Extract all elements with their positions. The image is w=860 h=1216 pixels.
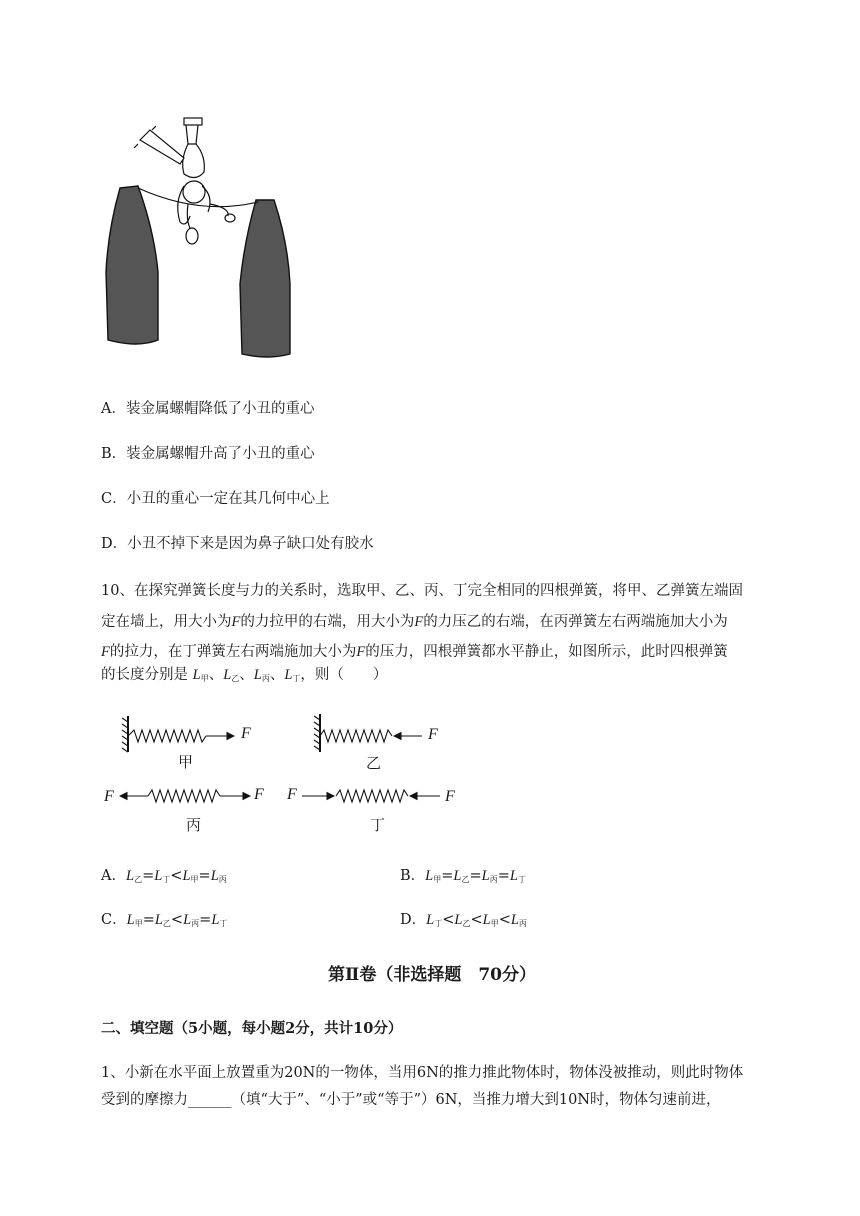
spring-yi — [314, 714, 422, 752]
force-label-jia: F — [241, 725, 251, 742]
left-bottle — [106, 186, 158, 344]
q10-stem-line1: 10、在探究弹簧长度与力的关系时，选取甲、乙、丙、丁完全相同的四根弹簧，将甲、乙弹簧左端固 — [101, 583, 743, 599]
q9-option-a: A．装金属螺帽降低了小丑的重心 — [101, 401, 315, 417]
spring-jia — [122, 716, 234, 752]
q9-option-d: D．小丑不掉下来是因为鼻子缺口处有胶水 — [101, 536, 374, 552]
fill-q1-line1: 1、小新在水平面上放置重为20N的一物体，当用6N的推力推此物体时，物体没被推动，则此时物体 — [101, 1065, 744, 1081]
spring-ding — [302, 790, 440, 802]
fill-q1-line2: 受到的摩擦力______（填“大于”、“小于”或“等于”）6N，当推力增大到10N时，物体匀速前进， — [101, 1092, 721, 1108]
q10-option-b: B．$L_甲=L_乙=L_丙=L_丁$ — [400, 868, 526, 884]
q9-option-b: B．装金属螺帽升高了小丑的重心 — [101, 446, 315, 462]
right-bottle — [240, 200, 290, 357]
q10-option-a: A．$L_乙=L_丁<L_甲=L_丙$ — [101, 868, 227, 884]
q10-option-d: D．$L_丁<L_乙<L_甲<L_丙$ — [400, 912, 527, 928]
force-label-bing-right: F — [254, 786, 264, 803]
q10-stem-line3: F的拉力，在丁弹簧左右两端施加大小为F的压力，四根弹簧都水平静止，如图所示，此时四根弹簧 — [101, 644, 728, 660]
q10-stem-line4: 的长度分别是 $L_甲$、$L_乙$、$L_丙$、$L_丁$，则（ ） — [101, 667, 388, 683]
section-title: 第Ⅱ卷（非选择题 70分） — [328, 965, 536, 985]
fill-blank-heading: 二、填空题（5小题，每小题2分，共计10分） — [101, 1020, 403, 1037]
spring-label-yi: 乙 — [366, 754, 382, 772]
clown-balancing-figure — [100, 112, 300, 362]
spring-bing — [120, 790, 250, 802]
q10-stem-line2: 定在墙上，用大小为F的力拉甲的右端，用大小为F的力压乙的右端，在丙弹簧左右两端施加大小为 — [101, 614, 728, 630]
force-label-yi: F — [428, 726, 438, 743]
force-label-ding-left: F — [287, 786, 297, 803]
q9-option-c: C．小丑的重心一定在其几何中心上 — [101, 491, 330, 507]
force-label-ding-right: F — [445, 788, 455, 805]
q10-option-c: C．$L_甲=L_乙<L_丙=L_丁$ — [101, 912, 228, 928]
spring-label-ding: 丁 — [370, 816, 386, 834]
wire — [138, 188, 258, 207]
spring-label-jia: 甲 — [178, 753, 194, 771]
spring-label-bing: 丙 — [186, 816, 202, 834]
force-label-bing-left: F — [104, 788, 114, 805]
spring-diagram — [100, 708, 480, 838]
